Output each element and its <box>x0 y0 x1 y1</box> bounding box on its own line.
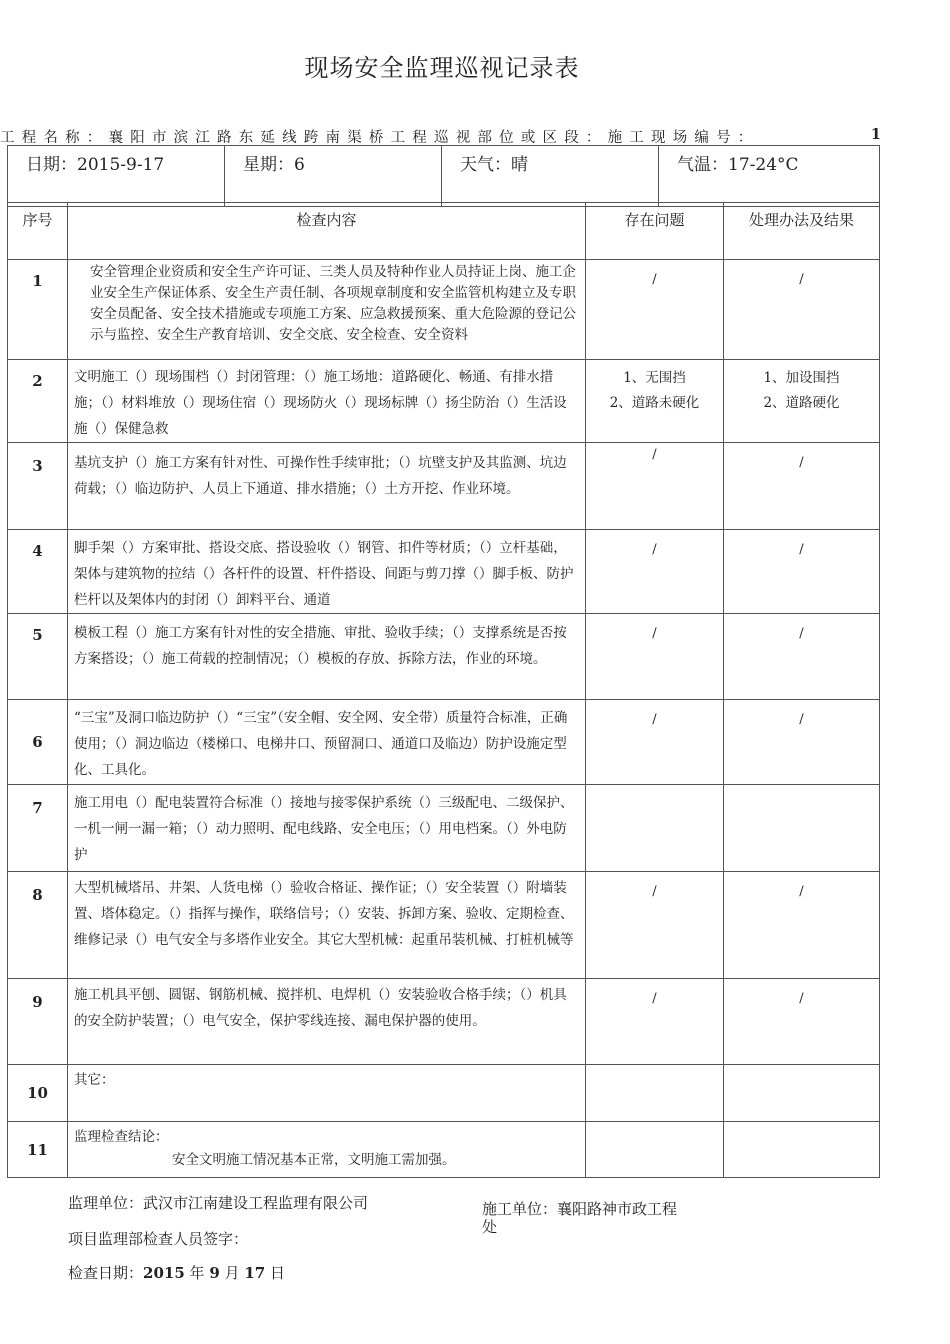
row-result: / <box>724 700 880 785</box>
date-cell: 日期：2015-9-17 <box>8 146 225 207</box>
inspector-signature: 项目监理部检查人员签字： <box>68 1230 249 1248</box>
result-line: 1、加设围挡 <box>763 370 840 386</box>
row-issue <box>586 785 724 872</box>
row-issue: / <box>586 872 724 979</box>
row-issue: / <box>586 700 724 785</box>
page-title: 现场安全监理巡视记录表 <box>304 54 580 82</box>
table-row <box>8 979 880 1065</box>
table-header-row <box>8 203 880 260</box>
row-content: 施工用电（）配电装置符合标准（）接地与接零保护系统（）三级配电、二级保护、一机一闸一漏一箱；（）动力照明、配电线路、安全电压；（）用电档案。（）外电防护 <box>68 785 586 872</box>
row-number: 5 <box>8 614 68 700</box>
row-issue: / <box>586 260 724 360</box>
row-content: 模板工程（）施工方案有针对性的安全措施、审批、验收手续；（）支撑系统是否按方案搭设；（）施工荷载的控制情况；（）模板的存放、拆除方法，作业的环境。 <box>68 614 586 700</box>
row-result: / <box>724 872 880 979</box>
conclusion-text: 安全文明施工情况基本正常，文明施工需加强。 <box>172 1152 456 1168</box>
header-issues: 存在问题 <box>586 203 724 260</box>
row-number: 1 <box>8 260 68 360</box>
row-content: 安全管理企业资质和安全生产许可证、三类人员及特种作业人员持证上岗、施工企业安全生产保证体系、安全生产责任制、各项规章制度和安全监管机构建立及专职安全员配备、安全技术措施或专项施工方案、应急救援预案、重大危险源的登记公示与监控、安全生产教育培训、安全交底、安全检查、安全资料 <box>68 260 586 360</box>
row-issue: / <box>586 443 724 530</box>
issue-line: 1、无围挡 <box>623 370 686 386</box>
row-content: 其它： <box>68 1065 586 1122</box>
header-no: 序号 <box>8 203 68 260</box>
row-issue <box>586 360 724 443</box>
table-row <box>8 443 880 530</box>
project-info-text: 工程名称：襄阳市滨江路东延线跨南渠桥工程巡视部位或区段：施工现场编号： <box>0 130 760 146</box>
row-issue: / <box>586 530 724 614</box>
row-number: 3 <box>8 443 68 530</box>
row-number: 4 <box>8 530 68 614</box>
row-result <box>724 1065 880 1122</box>
inspection-date-unit: 月 <box>224 1264 240 1282</box>
construction-unit <box>482 1198 722 1237</box>
conclusion-label: 监理检查结论： <box>74 1129 169 1145</box>
row-result <box>724 360 880 443</box>
table-row <box>8 785 880 872</box>
row-result: / <box>724 443 880 530</box>
info-table <box>7 145 880 207</box>
project-info-line <box>0 126 884 147</box>
inspection-date <box>68 1262 285 1283</box>
table-row <box>8 872 880 979</box>
table-row <box>8 700 880 785</box>
row-number: 6 <box>8 700 68 785</box>
row-issue: / <box>586 614 724 700</box>
row-result: / <box>724 260 880 360</box>
row-number: 7 <box>8 785 68 872</box>
header-content: 检查内容 <box>68 203 586 260</box>
inspection-date-unit: 日 <box>270 1264 286 1282</box>
table-row <box>8 614 880 700</box>
row-issue <box>586 1065 724 1122</box>
row-number: 8 <box>8 872 68 979</box>
row-result <box>724 785 880 872</box>
row-result: / <box>724 614 880 700</box>
weather-cell: 天气：晴 <box>442 146 659 207</box>
table-row <box>8 260 880 360</box>
supervisor-unit: 监理单位：武汉市江南建设工程监理有限公司 <box>68 1194 369 1212</box>
inspection-date-day: 17 <box>244 1264 266 1282</box>
inspection-date-month: 9 <box>209 1264 220 1282</box>
header-result: 处理办法及结果 <box>724 203 880 260</box>
row-number: 11 <box>8 1122 68 1178</box>
row-content: “三宝”及洞口临边防护（）“三宝”（安全帽、安全网、安全带）质量符合标准，正确使用；（）洞边临边（楼梯口、电梯井口、预留洞口、通道口及临边）防护设施定型化、工具化。 <box>68 700 586 785</box>
result-line: 2、道路硬化 <box>763 395 840 411</box>
row-result <box>724 1122 880 1178</box>
project-number: 1 <box>870 126 881 143</box>
issue-line: 2、道路未硬化 <box>609 395 700 411</box>
row-content: 文明施工（）现场围档（）封闭管理：（）施工场地：道路硬化、畅通、有排水措施；（）材料堆放（）现场住宿（）现场防火（）现场标牌（）扬尘防治（）生活设施（）保健急救 <box>68 360 586 443</box>
row-content: 脚手架（）方案审批、搭设交底、搭设验收（）钢管、扣件等材质；（）立杆基础，架体与建筑物的拉结（）各杆件的设置、杆件搭设、间距与剪刀撑（）脚手板、防护栏杆以及架体内的封闭（）卸料平台、通道 <box>68 530 586 614</box>
row-number: 10 <box>8 1065 68 1122</box>
table-row <box>8 1065 880 1122</box>
table-row <box>8 1122 880 1178</box>
row-content: 基坑支护（）施工方案有针对性、可操作性手续审批；（）坑壁支护及其监测、坑边荷载；（）临边防护、人员上下通道、排水措施；（）土方开挖、作业环境。 <box>68 443 586 530</box>
weekday-cell: 星期：6 <box>225 146 442 207</box>
inspection-date-year: 2015 <box>143 1264 185 1282</box>
row-content: 大型机械塔吊、井架、人货电梯（）验收合格证、操作证；（）安全装置（）附墙装置、塔体稳定。（）指挥与操作，联络信号；（）安装、拆卸方案、验收、定期检查、维修记录（）电气安全与多塔作业安全。其它大型机械：起重吊装机械、打桩机械等 <box>68 872 586 979</box>
row-content: 施工机具平刨、圆锯、钢筋机械、搅拌机、电焊机（）安装验收合格手续；（）机具的安全防护装置；（）电气安全，保护零线连接、漏电保护器的使用。 <box>68 979 586 1065</box>
construction-unit-line: 施工单位：襄阳路神市政工程 <box>482 1200 678 1218</box>
row-result: / <box>724 530 880 614</box>
table-row <box>8 530 880 614</box>
temperature-cell: 气温：17-24°C <box>659 146 880 207</box>
inspection-date-unit: 年 <box>189 1264 205 1282</box>
inspection-date-label: 检查日期： <box>68 1264 144 1282</box>
row-issue: / <box>586 979 724 1065</box>
table-row <box>8 360 880 443</box>
inspection-table <box>7 202 880 1178</box>
row-content <box>68 1122 586 1178</box>
row-number: 9 <box>8 979 68 1065</box>
row-result: / <box>724 979 880 1065</box>
row-number: 2 <box>8 360 68 443</box>
row-issue <box>586 1122 724 1178</box>
construction-unit-line: 处 <box>482 1218 498 1236</box>
